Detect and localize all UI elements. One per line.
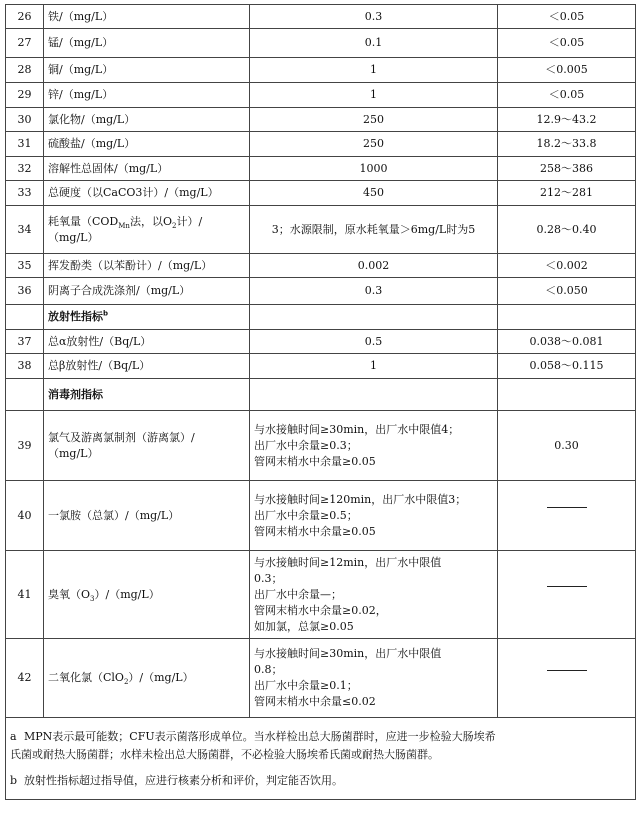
row-number: 39 [6, 411, 44, 481]
note-a: a MPN表示最可能数；CFU表示菌落形成单位。当水样检出总大肠菌群时，应进一步检验大肠埃希 氏菌或耐热大肠菌群；水样未检出总大肠菌群，不必检验大肠埃希氏菌或耐热大肠菌群。 [10, 729, 496, 761]
indicator-name: 总硬度（以CaCO3计）/（mg/L） [44, 181, 250, 206]
table-notes [6, 718, 636, 800]
row-number: 29 [6, 83, 44, 108]
table-row [6, 58, 636, 83]
table-row [6, 181, 636, 206]
table-row [6, 5, 636, 29]
section-title: 消毒剂指标 [44, 379, 250, 411]
reference-value: 0.30 [498, 411, 636, 481]
section-row-radioactivity [6, 305, 636, 330]
row-number: 37 [6, 330, 44, 354]
indicator-name: 氯化物/（mg/L） [44, 108, 250, 132]
notes-row [6, 718, 636, 800]
table-row [6, 639, 636, 718]
reference-value: ＜0.05 [498, 5, 636, 29]
row-number: 32 [6, 157, 44, 181]
row-number: 30 [6, 108, 44, 132]
row-number: 28 [6, 58, 44, 83]
note-marker: a [10, 729, 17, 743]
table-row [6, 254, 636, 278]
limit-value: 1 [250, 58, 498, 83]
row-number: 40 [6, 481, 44, 551]
limit-value: 1000 [250, 157, 498, 181]
row-number: 41 [6, 551, 44, 639]
indicator-name: 一氯胺（总氯）/（mg/L） [44, 481, 250, 551]
table-row [6, 481, 636, 551]
table-row [6, 83, 636, 108]
indicator-name: 二氧化氯（ClO$_2$）/（mg/L） [44, 639, 250, 718]
table-row [6, 132, 636, 157]
indicator-name: 氯气及游离氯制剂（游离氯）/ （mg/L） [44, 411, 250, 481]
limit-value: 1 [250, 354, 498, 379]
indicator-name: 锌/（mg/L） [44, 83, 250, 108]
indicator-name: 总β放射性/（Bq/L） [44, 354, 250, 379]
limit-value: 0.5 [250, 330, 498, 354]
indicator-name: 硫酸盐/（mg/L） [44, 132, 250, 157]
dash-placeholder [547, 670, 587, 687]
reference-value: ＜0.050 [498, 278, 636, 305]
indicator-name: 臭氧$(O_3)/(mg/L)$ [44, 551, 250, 639]
row-number: 42 [6, 639, 44, 718]
table-row [6, 278, 636, 305]
reference-value [498, 639, 636, 718]
row-number: 36 [6, 278, 44, 305]
reference-value: 18.2～33.8 [498, 132, 636, 157]
reference-value: 258～386 [498, 157, 636, 181]
row-number: 38 [6, 354, 44, 379]
indicator-name: 锰/（mg/L） [44, 29, 250, 58]
section-title: 放射性指标$^b$ [44, 305, 250, 330]
row-number: 35 [6, 254, 44, 278]
reference-value: 0.038～0.081 [498, 330, 636, 354]
reference-value [498, 551, 636, 639]
dash-placeholder [547, 507, 587, 524]
reference-value: ＜0.05 [498, 29, 636, 58]
table-row [6, 206, 636, 254]
indicator-name: 铜/（mg/L） [44, 58, 250, 83]
table-row [6, 157, 636, 181]
table-row [6, 354, 636, 379]
limit-value: 3；水源限制，原水耗氧量＞6mg/L时为5 [250, 206, 498, 254]
limit-value: 0.1 [250, 29, 498, 58]
indicator-name: 挥发酚类（以苯酚计）/（mg/L） [44, 254, 250, 278]
row-number: 26 [6, 5, 44, 29]
table-row [6, 108, 636, 132]
table-row [6, 29, 636, 58]
limit-value: 与水接触时间≥120min，出厂水中限值3； 出厂水中余量≥0.5； 管网末梢水中余量≥0.05 [250, 481, 498, 551]
water-quality-table [5, 4, 636, 800]
limit-value: 与水接触时间≥30min，出厂水中限值 0.8； 出厂水中余量≥0.1； 管网末梢水中余量≤0.02 [250, 639, 498, 718]
dash-placeholder [547, 586, 587, 603]
limit-value: 0.3 [250, 5, 498, 29]
indicator-name: 铁/（mg/L） [44, 5, 250, 29]
reference-value: 0.28～0.40 [498, 206, 636, 254]
reference-value [498, 481, 636, 551]
limit-value: 与水接触时间≥30min，出厂水中限值4； 出厂水中余量≥0.3； 管网末梢水中余量≥0.05 [250, 411, 498, 481]
table-row [6, 551, 636, 639]
limit-value: 1 [250, 83, 498, 108]
reference-value: 12.9～43.2 [498, 108, 636, 132]
limit-value: 0.3 [250, 278, 498, 305]
table-row [6, 411, 636, 481]
indicator-name: 溶解性总固体/（mg/L） [44, 157, 250, 181]
limit-value: 250 [250, 108, 498, 132]
limit-value: 250 [250, 132, 498, 157]
row-number: 34 [6, 206, 44, 254]
reference-value: 212～281 [498, 181, 636, 206]
limit-value: 450 [250, 181, 498, 206]
section-row-disinfectants [6, 379, 636, 411]
row-number: 27 [6, 29, 44, 58]
reference-value: ＜0.005 [498, 58, 636, 83]
limit-value: 0.002 [250, 254, 498, 278]
indicator-name: 耗氧量（$COD_{Mn}$法，以$O_2$计）/ （mg/L） [44, 206, 250, 254]
reference-value: ＜0.05 [498, 83, 636, 108]
limit-value: 与水接触时间≥12min，出厂水中限值 0.3； 出厂水中余量—； 管网末梢水中余量≥0.02， 如加氯，总氯≥0.05 [250, 551, 498, 639]
table-row [6, 330, 636, 354]
indicator-name: 总α放射性/（Bq/L） [44, 330, 250, 354]
indicator-name: 阴离子合成洗涤剂/（mg/L） [44, 278, 250, 305]
reference-value: 0.058～0.115 [498, 354, 636, 379]
row-number: 31 [6, 132, 44, 157]
reference-value: ＜0.002 [498, 254, 636, 278]
note-b: b 放射性指标超过指导值，应进行核素分析和评价，判定能否饮用。 [10, 772, 631, 790]
note-marker: b [10, 773, 18, 787]
row-number: 33 [6, 181, 44, 206]
